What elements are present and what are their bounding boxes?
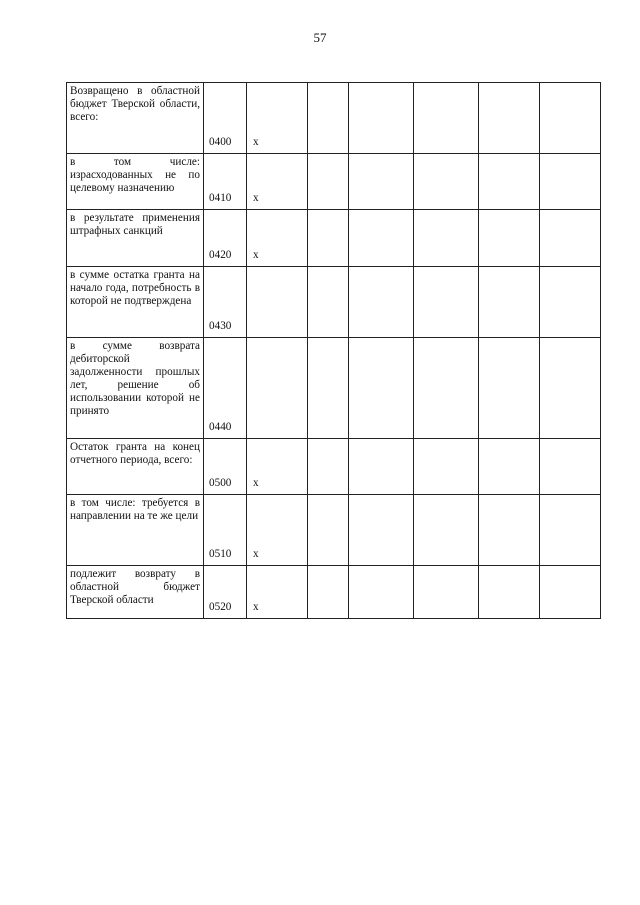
value-cell	[479, 154, 540, 210]
value-cell	[540, 439, 601, 495]
value-cell	[414, 154, 479, 210]
value-cell	[414, 267, 479, 338]
value-cell	[414, 338, 479, 439]
value-cell	[349, 83, 414, 154]
value-cell	[349, 210, 414, 267]
report-table	[66, 82, 601, 619]
row-label: в результате применения штрафных санкций	[67, 210, 204, 267]
value-cell	[308, 338, 349, 439]
value-cell	[540, 154, 601, 210]
value-cell	[308, 267, 349, 338]
row-label: Остаток гранта на конец отчетного периода, всего:	[67, 439, 204, 495]
row-label: в том числе: израсходованных не по целевому назначению	[67, 154, 204, 210]
value-cell	[479, 495, 540, 566]
row-code: 0440	[204, 338, 247, 439]
row-mark: x	[247, 83, 308, 154]
value-cell	[479, 566, 540, 619]
row-code: 0500	[204, 439, 247, 495]
table-row	[67, 267, 601, 338]
value-cell	[308, 495, 349, 566]
row-mark: x	[247, 210, 308, 267]
value-cell	[308, 566, 349, 619]
row-label: Возвращено в областной бюджет Тверской области, всего:	[67, 83, 204, 154]
value-cell	[414, 83, 479, 154]
value-cell	[540, 267, 601, 338]
value-cell	[308, 83, 349, 154]
value-cell	[479, 210, 540, 267]
value-cell	[540, 566, 601, 619]
value-cell	[349, 495, 414, 566]
value-cell	[540, 83, 601, 154]
value-cell	[414, 495, 479, 566]
value-cell	[308, 154, 349, 210]
table-row	[67, 83, 601, 154]
row-code: 0400	[204, 83, 247, 154]
row-mark: x	[247, 495, 308, 566]
row-mark: x	[247, 154, 308, 210]
value-cell	[414, 439, 479, 495]
page-number: 57	[313, 30, 327, 45]
value-cell	[349, 154, 414, 210]
row-mark	[247, 338, 308, 439]
value-cell	[479, 83, 540, 154]
table-row	[67, 495, 601, 566]
value-cell	[540, 495, 601, 566]
row-mark: x	[247, 439, 308, 495]
value-cell	[479, 267, 540, 338]
row-label: в сумме остатка гранта на начало года, потребность в которой не подтверждена	[67, 267, 204, 338]
value-cell	[349, 267, 414, 338]
value-cell	[308, 439, 349, 495]
value-cell	[349, 338, 414, 439]
table-row	[67, 439, 601, 495]
row-label: подлежит возврату в областной бюджет Тверской области	[67, 566, 204, 619]
value-cell	[308, 210, 349, 267]
value-cell	[414, 566, 479, 619]
row-label: в сумме возврата дебиторской задолженности прошлых лет, решение об использовании которой не принято	[67, 338, 204, 439]
row-code: 0510	[204, 495, 247, 566]
row-label: в том числе: требуется в направлении на те же цели	[67, 495, 204, 566]
table-row	[67, 210, 601, 267]
row-code: 0430	[204, 267, 247, 338]
row-code: 0520	[204, 566, 247, 619]
table-row	[67, 566, 601, 619]
table-row	[67, 338, 601, 439]
row-mark	[247, 267, 308, 338]
value-cell	[349, 439, 414, 495]
value-cell	[479, 338, 540, 439]
value-cell	[540, 210, 601, 267]
value-cell	[479, 439, 540, 495]
value-cell	[540, 338, 601, 439]
row-code: 0410	[204, 154, 247, 210]
value-cell	[414, 210, 479, 267]
row-code: 0420	[204, 210, 247, 267]
value-cell	[349, 566, 414, 619]
row-mark: x	[247, 566, 308, 619]
table-row	[67, 154, 601, 210]
